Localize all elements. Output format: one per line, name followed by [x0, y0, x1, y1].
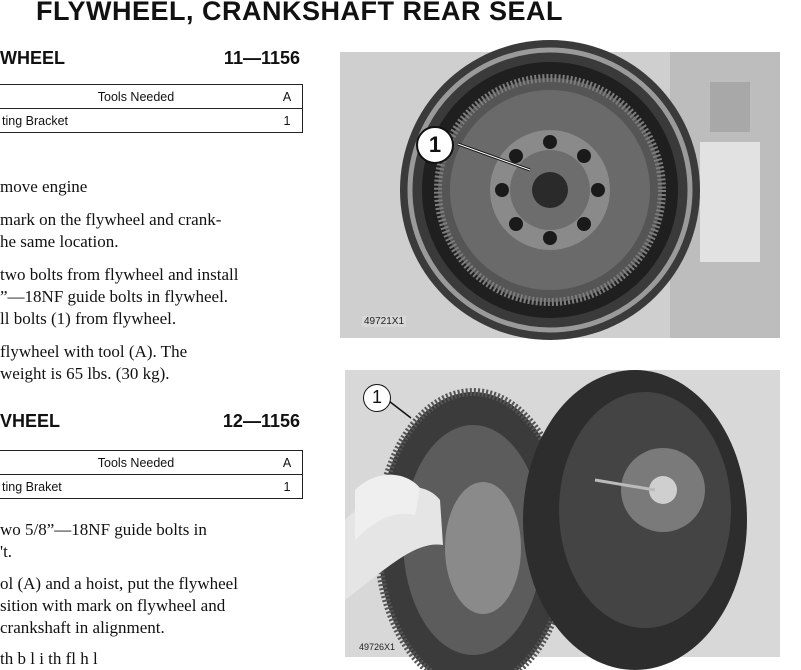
tools-col-header: A — [282, 89, 292, 104]
tool-qty: 1 — [283, 113, 291, 128]
flywheel-photo-1 — [340, 52, 780, 338]
tools-col-header: A — [282, 455, 292, 470]
remove-heading: WHEEL — [0, 48, 65, 68]
flywheel-photo-2 — [345, 370, 780, 657]
tool-name: ting Bracket — [2, 113, 69, 128]
photo-1-caption: 49721X1 — [364, 316, 405, 327]
tools-header: Tools Needed — [97, 89, 175, 104]
remove-step-3: two bolts from flywheel and install ”—18NF guide bolts in flywheel. ll bolts (1) from flywheel. — [0, 265, 239, 328]
remove-tools-table — [0, 84, 303, 133]
remove-section-header — [0, 48, 300, 69]
remove-code: 11—1156 — [223, 48, 300, 68]
photo-2-caption: 49726X1 — [359, 642, 396, 652]
install-heading: VHEEL — [0, 411, 61, 431]
install-code: 12—1156 — [222, 411, 300, 431]
remove-step-2: mark on the flywheel and crank- he same location. — [0, 210, 222, 251]
tool-qty: 1 — [283, 479, 291, 494]
callout-1: 1 — [363, 384, 391, 412]
install-step-3: th b l i th fl h l — [0, 649, 98, 668]
install-step-1: wo 5/8”—18NF guide bolts in 't. — [0, 520, 207, 561]
page-title: FLYWHEEL, CRANKSHAFT REAR SEAL — [36, 0, 564, 26]
tool-name: ting Braket — [2, 479, 62, 494]
flywheel-removal-illustration — [345, 370, 780, 657]
remove-step-4: flywheel with tool (A). The weight is 65 lbs. (30 kg). — [0, 342, 188, 383]
callout-1: 1 — [416, 126, 454, 164]
install-step-2: ol (A) and a hoist, put the flywheel sition with mark on flywheel and crankshaft in alignment. — [0, 574, 238, 637]
install-section-header — [0, 411, 300, 432]
tools-header: Tools Needed — [97, 455, 175, 470]
remove-step-1: move engine — [0, 177, 88, 196]
install-tools-table — [0, 450, 303, 499]
flywheel-installed-illustration — [340, 52, 780, 338]
